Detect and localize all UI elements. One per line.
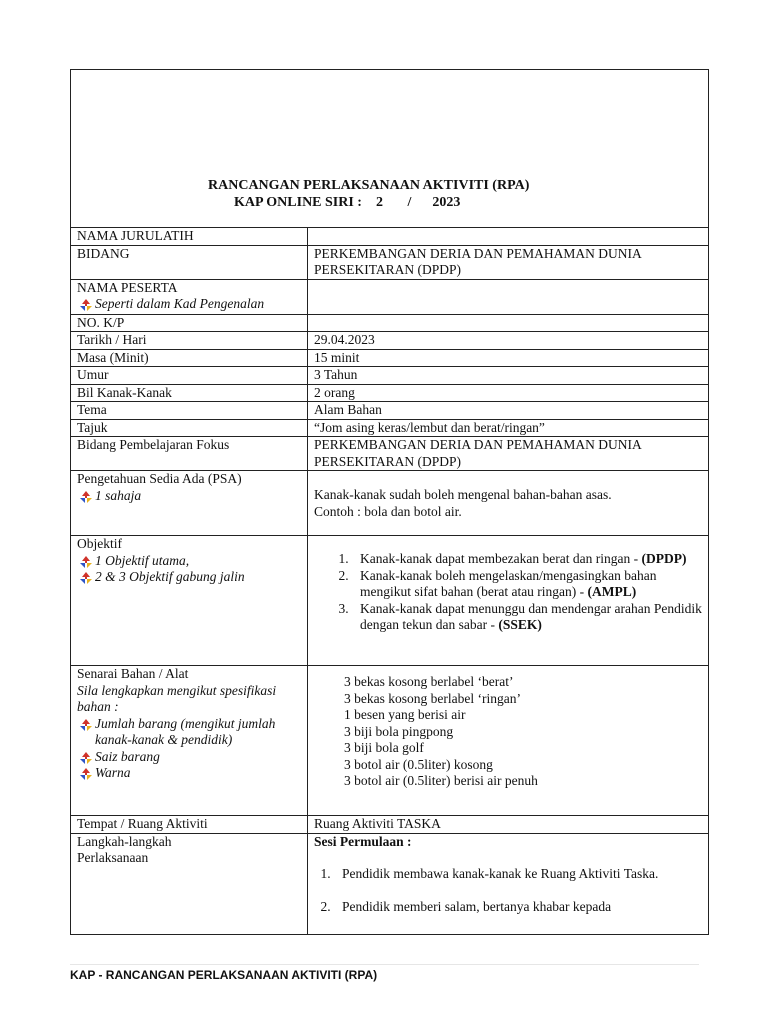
row-no-kp	[71, 314, 709, 332]
rpa-table	[70, 227, 709, 935]
value-tempat: Ruang Aktiviti TASKA	[308, 816, 709, 834]
value-bil-kanak: 2 orang	[308, 384, 709, 402]
value-no-kp	[308, 314, 709, 332]
bahan-note-3: Warna	[77, 765, 301, 782]
value-tema: Alam Bahan	[308, 402, 709, 420]
label-bil-kanak: Bil Kanak-Kanak	[71, 384, 308, 402]
objektif-item: 1. Kanak-kanak dapat membezakan berat dan ringan - (DPDP)	[352, 551, 702, 568]
document-title: RANCANGAN PERLAKSANAAN AKTIVITI (RPA)	[208, 178, 530, 193]
langkah-item: 2. Pendidik memberi salam, bertanya khabar kepada	[334, 899, 702, 916]
row-tarikh	[71, 332, 709, 350]
label-bidang-fokus: Bidang Pembelajaran Fokus	[71, 437, 308, 471]
objektif-item: 3. Kanak-kanak dapat menunggu dan mendengar arahan Pendidik dengan tekun dan sabar - (SSEK)	[352, 601, 702, 634]
psa-note: 1 sahaja	[77, 488, 301, 505]
row-bil-kanak	[71, 384, 709, 402]
value-tarikh: 29.04.2023	[308, 332, 709, 350]
bullet-arrow-icon	[77, 553, 95, 568]
value-nama-peserta	[308, 279, 709, 314]
label-tempat: Tempat / Ruang Aktiviti	[71, 816, 308, 834]
bahan-item: 3 bekas kosong berlabel ‘ringan’	[344, 690, 521, 706]
label-tarikh: Tarikh / Hari	[71, 332, 308, 350]
bahan-label: Senarai Bahan / Alat	[77, 666, 189, 681]
row-tempat	[71, 816, 709, 834]
bahan-list	[314, 666, 702, 790]
objektif-list	[314, 551, 702, 634]
page-footer: KAP - RANCANGAN PERLAKSANAAN AKTIVITI (RPA)	[70, 968, 378, 982]
bullet-arrow-icon	[77, 716, 95, 731]
bahan-item: 1 besen yang berisi air	[344, 707, 466, 722]
label-nama-peserta	[71, 279, 308, 314]
label-nama-jurulatih: NAMA JURULATIH	[71, 228, 308, 246]
langkah-list	[314, 866, 702, 915]
bullet-arrow-icon	[77, 765, 95, 780]
row-bahan	[71, 666, 709, 816]
bullet-arrow-icon	[77, 488, 95, 503]
value-langkah	[308, 833, 709, 934]
row-psa	[71, 471, 709, 536]
label-objektif	[71, 536, 308, 666]
nama-peserta-note: Seperti dalam Kad Pengenalan	[77, 296, 301, 313]
bahan-item: 3 botol air (0.5liter) berisi air penuh	[344, 773, 538, 788]
nama-peserta-label: NAMA PESERTA	[77, 279, 178, 295]
objektif-note-1: 1 Objektif utama,	[77, 553, 301, 570]
value-nama-jurulatih	[308, 228, 709, 246]
value-bahan	[308, 666, 709, 816]
bullet-arrow-icon	[77, 296, 95, 311]
objektif-label: Objektif	[77, 536, 122, 551]
label-tema: Tema	[71, 402, 308, 420]
row-umur	[71, 367, 709, 385]
langkah-heading: Sesi Permulaan :	[314, 833, 412, 849]
psa-value-line2: Contoh : bola dan botol air.	[314, 503, 462, 519]
bahan-item: 3 botol air (0.5liter) kosong	[344, 756, 493, 772]
label-langkah: Langkah-langkah Perlaksanaan	[71, 833, 308, 934]
label-masa: Masa (Minit)	[71, 349, 308, 367]
langkah-item: 1. Pendidik membawa kanak-kanak ke Ruang Aktiviti Taska.	[334, 866, 702, 883]
bahan-item: 3 biji bola golf	[344, 740, 424, 755]
row-tema	[71, 402, 709, 420]
row-tajuk	[71, 419, 709, 437]
footer-divider	[70, 964, 699, 965]
psa-label: Pengetahuan Sedia Ada (PSA)	[77, 471, 242, 486]
label-bidang: BIDANG	[71, 245, 308, 279]
value-bidang-fokus: PERKEMBANGAN DERIA DAN PEMAHAMAN DUNIA PERSEKITARAN (DPDP)	[308, 437, 709, 471]
label-psa	[71, 471, 308, 536]
value-masa: 15 minit	[308, 349, 709, 367]
bahan-note-2: Saiz barang	[77, 749, 301, 766]
row-masa	[71, 349, 709, 367]
label-tajuk: Tajuk	[71, 419, 308, 437]
bullet-arrow-icon	[77, 569, 95, 584]
value-umur: 3 Tahun	[308, 367, 709, 385]
objektif-note-2: 2 & 3 Objektif gabung jalin	[77, 569, 301, 586]
label-umur: Umur	[71, 367, 308, 385]
value-tajuk: “Jom asing keras/lembut dan berat/ringan”	[308, 419, 709, 437]
bahan-item: 3 bekas kosong berlabel ‘berat’	[344, 674, 514, 689]
document-subtitle: KAP ONLINE SIRI : 2 / 2023	[234, 195, 461, 210]
value-bidang: PERKEMBANGAN DERIA DAN PEMAHAMAN DUNIA PERSEKITARAN (DPDP)	[308, 245, 709, 279]
bullet-arrow-icon	[77, 749, 95, 764]
row-nama-peserta	[71, 279, 709, 314]
bahan-note-1: Jumlah barang (mengikut jumlah kanak-kanak & pendidik)	[77, 716, 301, 749]
row-bidang	[71, 245, 709, 279]
row-bidang-fokus	[71, 437, 709, 471]
psa-value-line1: Kanak-kanak sudah boleh mengenal bahan-bahan asas.	[314, 487, 612, 502]
bahan-instruction: Sila lengkapkan mengikut spesifikasi bahan :	[77, 682, 277, 714]
bahan-item: 3 biji bola pingpong	[344, 723, 454, 739]
row-nama-jurulatih	[71, 228, 709, 246]
row-objektif	[71, 536, 709, 666]
label-bahan	[71, 666, 308, 816]
value-objektif	[308, 536, 709, 666]
label-no-kp: NO. K/P	[71, 314, 308, 332]
value-psa	[308, 471, 709, 536]
objektif-item: 2. Kanak-kanak boleh mengelaskan/mengasingkan bahan mengikut sifat bahan (berat atau ringan) - (AMPL)	[352, 568, 702, 601]
row-langkah	[71, 833, 709, 934]
